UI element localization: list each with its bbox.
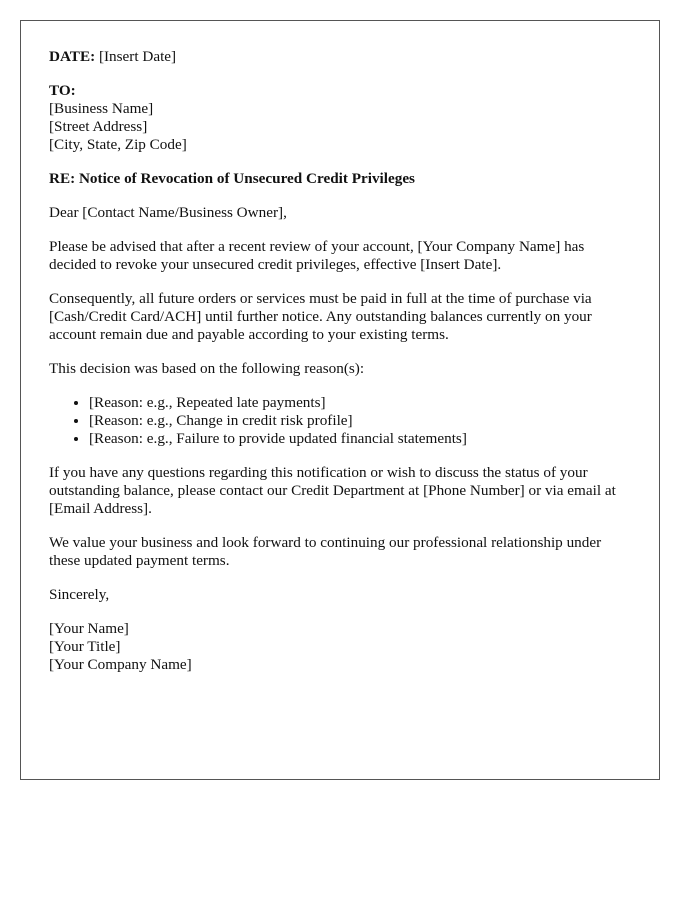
recipient-business-name: [Business Name] (49, 100, 154, 117)
signature-block (49, 620, 631, 674)
reasons-list (49, 394, 631, 448)
signature-company: [Your Company Name] (49, 656, 192, 673)
recipient-city-state-zip: [City, State, Zip Code] (49, 136, 187, 153)
list-item: • [Reason: e.g., Failure to provide updated financial statements] (89, 430, 631, 448)
date-line (49, 48, 631, 66)
date-value: [Insert Date] (98, 48, 177, 65)
recipient-street-address: [Street Address] (49, 118, 148, 135)
recipient-block (49, 82, 631, 154)
signature-title: [Your Title] (49, 638, 121, 655)
body-paragraph-2: Consequently, all future orders or services must be paid in full at the time of purchase via [Cash/Credit Card/ACH] until further notice. Any outstanding balances currently on your account remain due and payable according to your existing terms. (49, 290, 592, 343)
body-paragraph-3: If you have any questions regarding this notification or wish to discuss the status of your outstanding balance, please contact our Credit Department at [Phone Number] or via email at [Email Address]. (49, 464, 616, 517)
list-item: • [Reason: e.g., Repeated late payments] (89, 394, 631, 412)
to-label: TO: (49, 82, 76, 99)
letter-page (20, 20, 660, 780)
subject-line: RE: Notice of Revocation of Unsecured Credit Privileges (49, 170, 415, 187)
signature-name: [Your Name] (49, 620, 129, 637)
body-paragraph-4: We value your business and look forward to continuing our professional relationship under these updated payment terms. (49, 534, 602, 569)
closing: Sincerely, (49, 586, 110, 603)
reasons-intro: This decision was based on the following reason(s): (49, 360, 365, 377)
list-item: • [Reason: e.g., Change in credit risk profile] (89, 412, 631, 430)
body-paragraph-1: Please be advised that after a recent review of your account, [Your Company Name] has decided to revoke your unsecured credit privileges, effective [Insert Date]. (49, 238, 585, 273)
salutation: Dear [Contact Name/Business Owner], (49, 204, 287, 221)
date-label: DATE: (49, 48, 96, 65)
